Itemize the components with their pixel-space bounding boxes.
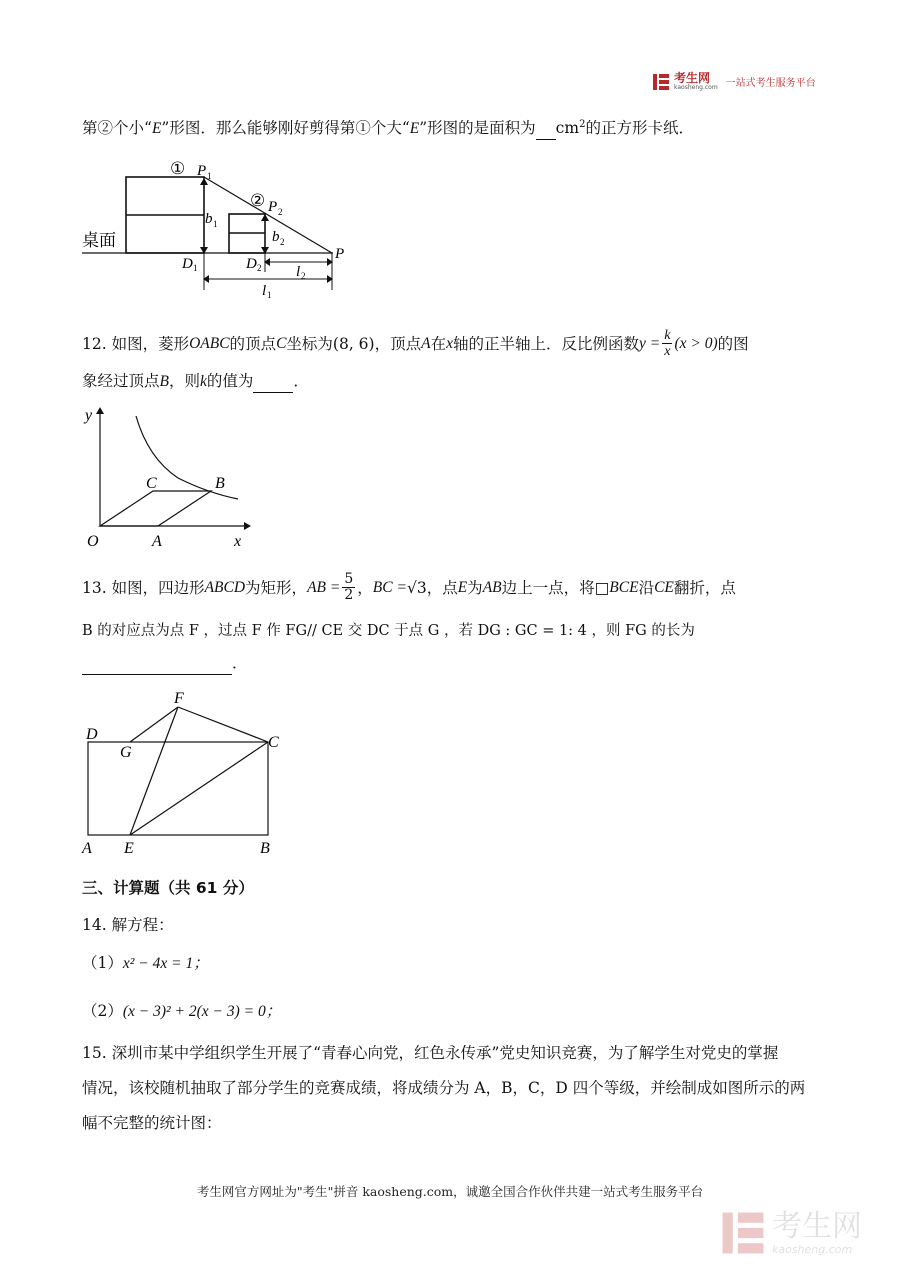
fig13-label-F: F — [174, 690, 184, 707]
label-P: P — [335, 246, 345, 262]
q12-text-d: ，顶点 — [374, 334, 422, 353]
q13-AB: AB — [482, 578, 502, 596]
fig12-label-x: x — [234, 533, 242, 550]
q12-point-B: B — [159, 373, 169, 390]
rhombus-OABC — [100, 491, 211, 526]
q13-line1 — [82, 572, 736, 603]
q14-part1 — [82, 952, 209, 975]
figure-q12 — [78, 398, 258, 558]
rectangle-ABCD — [88, 742, 268, 835]
q15-line2: 情况，该校随机抽取了部分学生的竞赛成绩，将成绩分为 A，B，C，D 四个等级，并绘制成如图所示的两 — [82, 1079, 806, 1097]
q12-answer-blank — [253, 370, 293, 393]
q11-text-a: 第②个小“ — [82, 119, 152, 138]
q13-text-b: 为矩形， — [245, 578, 308, 597]
segment-EC — [130, 742, 268, 835]
q12-text-h: 象经过顶点 — [82, 372, 160, 390]
q11-text-c: ”形图的是面积为 — [419, 119, 536, 138]
label-b2-sub: 2 — [280, 237, 285, 247]
label-l2: l — [296, 264, 301, 280]
label-desk: 桌面 — [82, 231, 116, 250]
fig13-label-G: G — [120, 744, 132, 761]
fig12-label-A: A — [152, 533, 162, 550]
q13-text-e: 边上一点，将 — [501, 578, 595, 597]
q13-point-E: E — [457, 578, 468, 596]
q13-AB-den: 2 — [344, 587, 354, 603]
fig13-label-E: E — [124, 840, 134, 857]
segment-FE — [130, 707, 178, 835]
watermark-domain: kaosheng.com — [772, 1242, 853, 1256]
q13-line2: B 的对应点为点 F ，过点 F 作 FG// CE 交 DC 于点 G ，若 DG : GC = 1: 4 ，则 FG 的长为 — [82, 623, 695, 639]
q13-box-symbol: □ — [594, 578, 610, 597]
fig12-label-O: O — [87, 533, 99, 550]
q13-comma: ， — [357, 578, 373, 597]
q13-text-c: ，点 — [426, 578, 458, 597]
q11-tail-line — [82, 114, 694, 140]
fig13-label-B: B — [260, 840, 270, 857]
label-P1: P — [197, 163, 207, 179]
q12-func-lhs: y = — [639, 334, 661, 352]
label-P2-sub: 2 — [278, 207, 283, 217]
fig12-label-C: C — [146, 475, 157, 492]
q12-k: k — [200, 373, 207, 390]
q13-text-d: 为 — [467, 578, 483, 597]
label-b1-sub: 1 — [213, 219, 218, 229]
watermark-name: 考生网 — [772, 1208, 862, 1244]
q14-p2-label: （2） — [82, 1002, 123, 1020]
page-footer: 考生网官方网址为"考生"拼音 kaosheng.com，诚邀全国合作伙伴共建一站式考生服务平台 — [196, 1184, 704, 1199]
q13-rect: ABCD — [204, 578, 246, 596]
label-l1-sub: 1 — [267, 290, 272, 300]
q12-shape: OABC — [189, 334, 230, 352]
q14-p1-equation: x² − 4x = 1； — [122, 955, 209, 972]
label-D1: D — [182, 256, 193, 272]
q13-text-a: 13. 如图，四边形 — [82, 578, 205, 597]
label-l1: l — [262, 283, 267, 299]
q12-text-k: ． — [293, 372, 309, 390]
watermark — [720, 1210, 862, 1256]
fig13-label-A: A — [82, 840, 92, 857]
q12-line2 — [82, 370, 309, 393]
q13-text-g: 翻折，点 — [673, 578, 736, 597]
q12-coord: (8, 6) — [332, 334, 375, 353]
section-3-heading: 三、计算题（共 61 分） — [82, 879, 254, 897]
q11-text-d: 的正方形卡纸． — [585, 119, 694, 138]
label-D2-sub: 2 — [257, 263, 262, 273]
label-b2: b — [272, 229, 280, 245]
label-b1: b — [205, 211, 213, 227]
header-slogan: 一站式考生服务平台 — [725, 78, 816, 89]
q13-answer-blank — [82, 652, 232, 675]
q12-text-a: 12. 如图，菱形 — [82, 334, 190, 353]
fig12-label-y: y — [85, 407, 93, 424]
q12-text-j: 的值为 — [206, 372, 254, 390]
segment-FC — [178, 707, 268, 742]
q12-frac-den: x — [664, 344, 671, 359]
q11-e2: E — [409, 120, 420, 138]
q12-text-i: ，则 — [168, 372, 200, 390]
q11-e1: E — [151, 120, 162, 138]
figure-q13 — [78, 685, 288, 860]
sight-line — [204, 177, 332, 253]
q12-point-C: C — [276, 334, 287, 352]
fig13-label-C: C — [268, 734, 279, 751]
label-D2: D — [246, 256, 257, 272]
q12-condition: (x > 0) — [674, 334, 718, 352]
q14-p2-equation: (x − 3)² + 2(x − 3) = 0； — [122, 1003, 282, 1020]
label-D1-sub: 1 — [193, 263, 198, 273]
q14-p1-label: （1） — [82, 954, 123, 972]
q14-title: 14. 解方程： — [82, 916, 174, 934]
header-logo — [652, 72, 816, 91]
q12-text-g: 的图 — [717, 334, 749, 353]
q15-line3: 幅不完整的统计图： — [82, 1114, 222, 1132]
q13-BCE: BCE — [609, 578, 639, 596]
q12-frac-num: k — [664, 328, 671, 343]
q15-line1: 15. 深圳市某中学组织学生开展了“青春心向党，红色永传承”党史知识竞赛，为了解学生对党史的掌握 — [82, 1044, 779, 1062]
q12-text-c: 坐标为 — [286, 334, 333, 353]
logo-domain: kaosheng.com — [674, 84, 718, 91]
q12-x: x — [446, 334, 453, 352]
q14-part2 — [82, 1000, 281, 1023]
logo-name: 考生网 — [674, 71, 711, 85]
q13-AB-num: 5 — [344, 571, 354, 587]
figure-q11 — [78, 150, 368, 305]
q11-unit: cm — [555, 119, 580, 138]
q13-AB-fraction — [342, 572, 355, 603]
q11-unit-exp: 2 — [579, 119, 586, 130]
fig13-label-D: D — [86, 726, 98, 743]
q12-point-A: A — [421, 334, 431, 352]
logo-text-block — [674, 72, 718, 91]
label-P2: P — [268, 199, 278, 215]
q11-answer-blank — [536, 117, 556, 140]
q12-fraction — [662, 328, 672, 359]
q13-CE: CE — [654, 578, 674, 596]
q12-line1 — [82, 328, 749, 359]
q13-text-end: ． — [232, 654, 248, 672]
q13-BC-eq: BC = — [372, 578, 407, 596]
watermark-text — [772, 1208, 862, 1256]
q13-line3 — [82, 652, 248, 675]
label-circle-1: ① — [170, 159, 186, 178]
label-l2-sub: 2 — [301, 271, 306, 281]
label-P1-sub: 1 — [207, 171, 212, 181]
kaosheng-logo-icon — [652, 73, 670, 91]
watermark-logo-icon — [720, 1210, 766, 1256]
q13-text-f: 沿 — [638, 578, 655, 597]
label-circle-2: ② — [250, 191, 266, 210]
q13-AB-eq: AB = — [307, 578, 341, 596]
q13-BC-val: √3 — [406, 578, 427, 597]
q12-text-f: 轴的正半轴上．反比例函数 — [452, 334, 639, 353]
q12-text-b: 的顶点 — [229, 334, 277, 353]
fig12-label-B: B — [215, 475, 225, 492]
q12-text-e: 在 — [430, 334, 447, 353]
q11-text-b: ”形图．那么能够刚好剪得第①个大“ — [161, 119, 410, 138]
